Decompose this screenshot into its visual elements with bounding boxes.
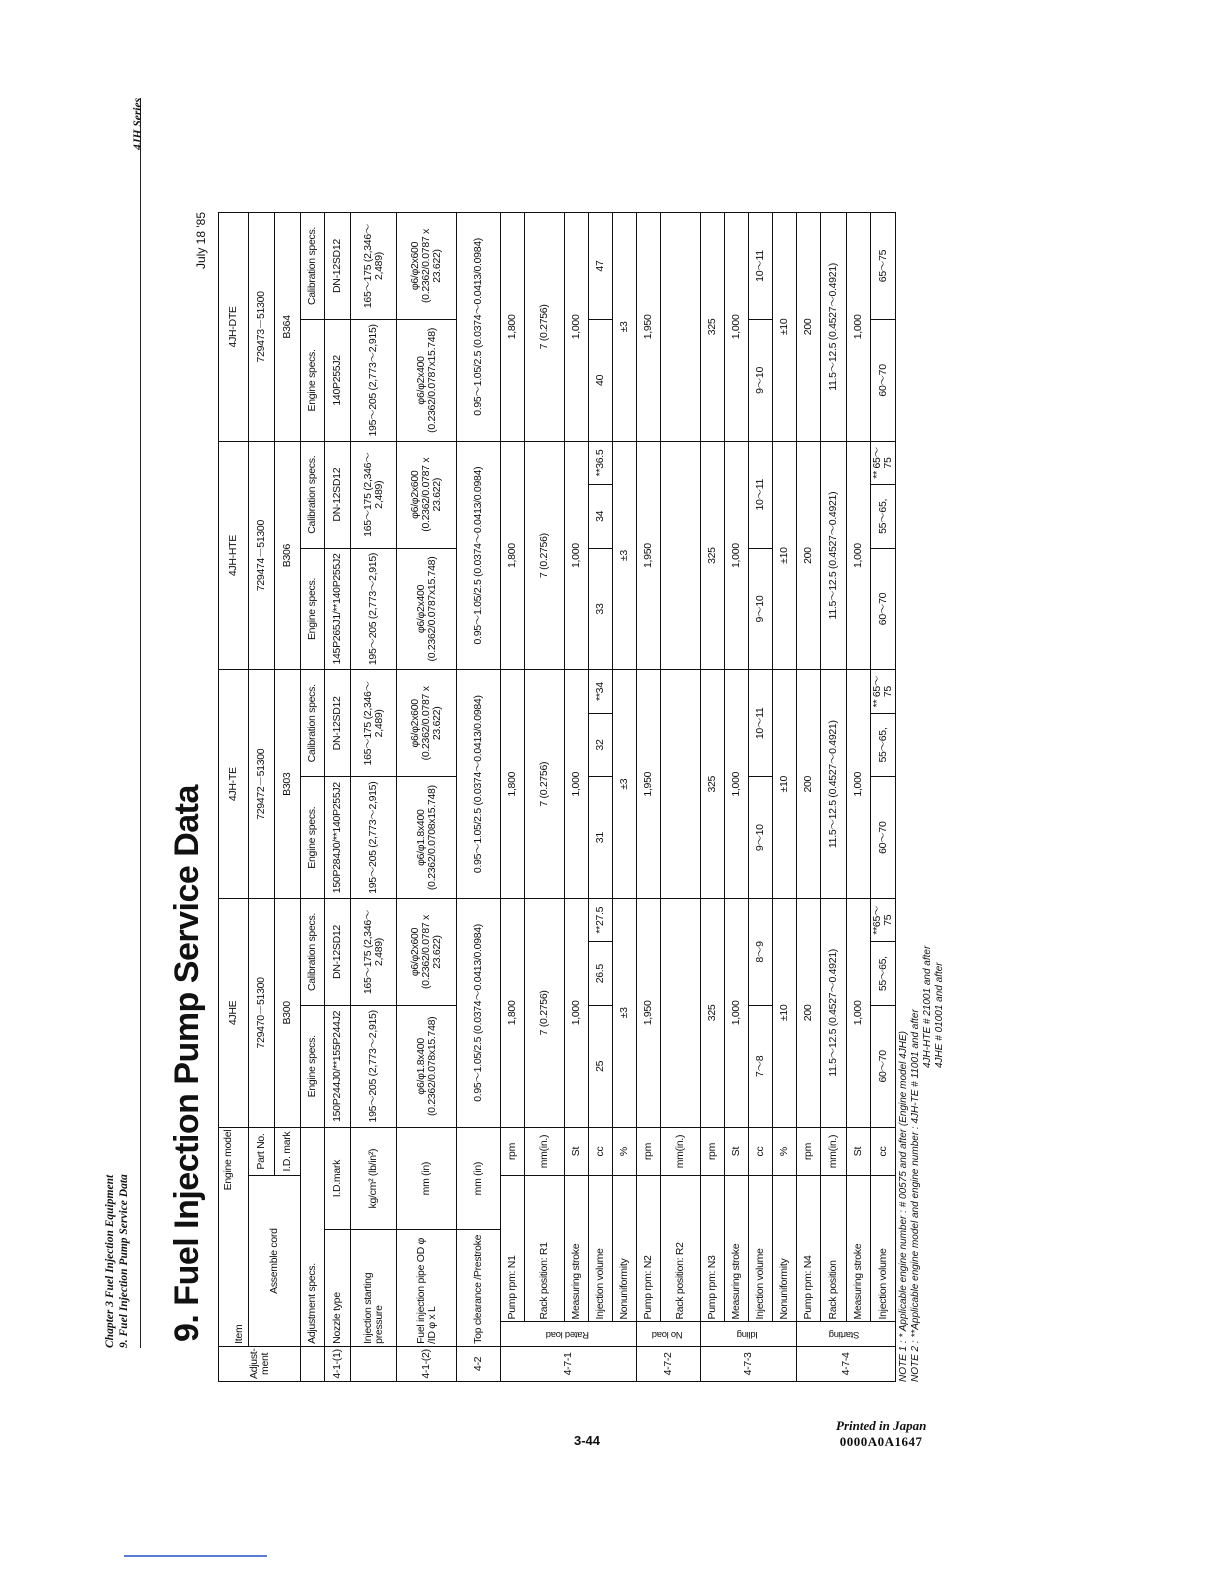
row-item: Injection volume — [749, 1176, 773, 1322]
engine-specs-label: Engine specs. — [301, 1005, 325, 1127]
cell-value: 1,000 — [847, 441, 871, 670]
adj-code: 4-7-2 — [637, 1346, 701, 1381]
row-item: Measuring stroke — [725, 1176, 749, 1322]
cell-value: 195～205 (2,773～2,915) — [351, 320, 397, 442]
row-unit: rpm — [637, 1127, 661, 1176]
group-rated-load — [501, 1322, 637, 1346]
cell-value: 1,000 — [565, 670, 589, 899]
row-unit: mm (in) — [397, 1127, 457, 1230]
cell-value: 11.5～12.5 (0.4527～0.4921) — [821, 670, 847, 899]
engine-model-label: Engine model — [221, 1129, 234, 1191]
cell-value: 1,000 — [725, 670, 749, 899]
cell-value: ** 65～75 — [871, 441, 896, 484]
id-mark-4jh-hte: B306 — [275, 441, 301, 670]
group-label: Starting — [829, 1328, 860, 1340]
page-title: 9. Fuel Injection Pump Service Data — [168, 785, 206, 1342]
rotated-page-content — [168, 212, 958, 1382]
cell-value: φ6/φ1.8x400 (0.2362/0.0708x15.748) — [397, 777, 457, 899]
cell-value: 7 (0.2756) — [525, 441, 565, 670]
document-code: 0000A0A1647 — [839, 1434, 923, 1449]
cell-value: DN-12SD12 — [325, 899, 351, 1006]
engine-specs-label: Engine specs. — [301, 320, 325, 442]
cell-value: 1,000 — [847, 899, 871, 1128]
row-unit: % — [773, 1127, 797, 1176]
cell-value: 145P265J1/**140P255J2 — [325, 548, 351, 670]
row-unit: I.D.mark — [325, 1127, 351, 1230]
cell-value: ±10 — [773, 670, 797, 899]
notes — [898, 946, 946, 1382]
cell-value: φ6/φ2x600 (0.2362/0.0787 x 23.622) — [397, 899, 457, 1006]
cell-value: **27.5 — [589, 899, 613, 942]
cell-value: 1,800 — [501, 899, 525, 1128]
note-2-line-3: 4JHE # 01001 and after — [934, 962, 945, 1068]
section-title: 9. Fuel Injection Pump Service Data — [118, 1174, 130, 1348]
cell-value: 165～175 (2,346～2,489) — [351, 899, 397, 1006]
cell-value: 140P255J2 — [325, 320, 351, 442]
cell-value: 9～10 — [749, 548, 773, 670]
cell-value: 31 — [589, 777, 613, 899]
row-unit: cc — [589, 1127, 613, 1176]
row-item: Pump rpm: N4 — [797, 1176, 821, 1322]
cell-value: 1,950 — [637, 899, 661, 1128]
cell-value: 0.95～1.05/2.5 (0.0374～0.0413/0.0984) — [457, 899, 501, 1128]
adj-code: 4-7-1 — [501, 1346, 637, 1381]
cell-value: 33 — [589, 548, 613, 670]
cell-value: ±10 — [773, 899, 797, 1128]
cell-value: 1,000 — [847, 670, 871, 899]
adj-code: 4-1-(2) — [397, 1346, 457, 1381]
cell-value: 25 — [589, 1005, 613, 1127]
cell-value: 60～70 — [871, 777, 896, 899]
cell-value: ±3 — [613, 441, 637, 670]
cell-value: DN-12SD12 — [325, 213, 351, 320]
cell-value: 10～11 — [749, 670, 773, 777]
note-2: NOTE 2 : **Applicable engine model and engine number : 4JH-TE # 11001 and after — [910, 1009, 921, 1382]
group-idling — [701, 1322, 797, 1346]
cell-value: 1,950 — [637, 441, 661, 670]
cell-value: 7 (0.2756) — [525, 213, 565, 442]
row-item: Measuring stroke — [565, 1176, 589, 1322]
note-2-line-2: 4JH-HTE # 21001 and after — [922, 945, 933, 1068]
cell-value: 165～175 (2,346～2,489) — [351, 670, 397, 777]
cell-value: 200 — [797, 670, 821, 899]
adj-code: 4-7-4 — [797, 1346, 896, 1381]
chapter-header — [103, 1128, 137, 1348]
page-number: 3-44 — [574, 1433, 601, 1448]
series-label: 4JH Series — [132, 97, 144, 150]
cell-value: **65～75 — [871, 899, 896, 942]
model-4jhe: 4JHE — [219, 899, 249, 1128]
engine-model-header — [219, 1127, 249, 1346]
printed-in: Printed in Japan — [836, 1418, 927, 1433]
cell-value: 0.95～1.05/2.5 (0.0374～0.0413/0.0984) — [457, 213, 501, 442]
part-no-4jhe: 729470－51300 — [249, 899, 275, 1128]
model-4jh-te: 4JH-TE — [219, 670, 249, 899]
cell-value: 1,000 — [847, 213, 871, 442]
row-item: Nonuniformity — [613, 1176, 637, 1322]
cell-value: 65～75 — [871, 213, 896, 320]
cell-value: ±3 — [613, 670, 637, 899]
row-unit: cc — [871, 1127, 896, 1176]
cell-value: φ6/φ2x400 (0.2362/0.0787x15.748) — [397, 320, 457, 442]
cell-value: 1,000 — [565, 899, 589, 1128]
calibration-specs-label: Calibration specs. — [301, 899, 325, 1006]
cell-value: φ6/φ2x600 (0.2362/0.0787 x 23.622) — [397, 441, 457, 548]
cell-value: 40 — [589, 320, 613, 442]
cell-value: 11.5～12.5 (0.4527～0.4921) — [821, 213, 847, 442]
cell-value: 11.5～12.5 (0.4527～0.4921) — [821, 899, 847, 1128]
cell-value: 60～70 — [871, 1005, 896, 1127]
cell-value: 7～8 — [749, 1005, 773, 1127]
cell-value: ** 65～75 — [871, 670, 896, 713]
note-1: NOTE 1 : * Applicable engine number : # 00575 and after (Engine model 4JHE) — [898, 1031, 909, 1382]
group-starting — [797, 1322, 896, 1346]
group-label: Idling — [736, 1328, 758, 1340]
cell-value: 1,000 — [725, 213, 749, 442]
cell-value: **34 — [589, 670, 613, 713]
row-unit: mm(in.) — [821, 1127, 847, 1176]
cell-value: 150P244J0/**155P244J2 — [325, 1005, 351, 1127]
row-item: Pump rpm: N1 — [501, 1176, 525, 1322]
row-unit: % — [613, 1127, 637, 1176]
cell-value: 8～9 — [749, 899, 773, 1006]
cell-value: φ6/φ1.8x400 (0.2362/0.078x15.748) — [397, 1005, 457, 1127]
row-item: Measuring stroke — [847, 1176, 871, 1322]
row-item: Top clearance /Prestroke — [457, 1230, 501, 1346]
cell-value: 10～11 — [749, 441, 773, 548]
cell-value: φ6/φ2x400 (0.2362/0.0787x15.748) — [397, 548, 457, 670]
part-no-4jh-hte: 729474－51300 — [249, 441, 275, 670]
row-item: Pump rpm: N3 — [701, 1176, 725, 1322]
cell-value: 11.5～12.5 (0.4527～0.4921) — [821, 441, 847, 670]
cell-value: 1,000 — [725, 441, 749, 670]
cell-value: 1,950 — [637, 213, 661, 442]
row-unit: rpm — [797, 1127, 821, 1176]
adj-code: 4-7-3 — [701, 1346, 797, 1381]
cell-value: 325 — [701, 670, 725, 899]
cell-value: 325 — [701, 899, 725, 1128]
row-item: Injection starting pressure — [351, 1230, 397, 1346]
cell-value: 9～10 — [749, 320, 773, 442]
cell-value: 200 — [797, 899, 821, 1128]
row-item: Nozzle type — [325, 1230, 351, 1346]
revision-date: July 18 '85 — [194, 212, 208, 269]
group-label: No load — [651, 1328, 683, 1340]
row-unit: cc — [749, 1127, 773, 1176]
header-rule — [140, 98, 141, 1348]
calibration-specs-label: Calibration specs. — [301, 670, 325, 777]
row-unit: kg/cm² (lb/in²) — [351, 1127, 397, 1230]
assemble-cord-label: Assemble cord — [249, 1176, 301, 1346]
group-label: Rated load — [545, 1328, 589, 1340]
row-unit: St — [725, 1127, 749, 1176]
service-data-table — [218, 212, 896, 1382]
cell-value: 34 — [589, 485, 613, 549]
cell-value: 195～205 (2,773～2,915) — [351, 1005, 397, 1127]
cell-value: ±10 — [773, 441, 797, 670]
row-item: Rack position — [821, 1176, 847, 1322]
chapter-title: Chapter 3 Fuel Injection Equipment — [104, 1174, 116, 1348]
cell-value: 9～10 — [749, 777, 773, 899]
cell-value: 32 — [589, 713, 613, 777]
item-label: Item — [232, 1324, 245, 1344]
row-unit: mm(in.) — [525, 1127, 565, 1176]
engine-specs-label: Engine specs. — [301, 777, 325, 899]
id-mark-4jhe: B300 — [275, 899, 301, 1128]
cell-value: 60～70 — [871, 548, 896, 670]
calibration-specs-label: Calibration specs. — [301, 213, 325, 320]
row-item: Injection volume — [589, 1176, 613, 1322]
row-item: Rack position: R1 — [525, 1176, 565, 1322]
row-item: Nonuniformity — [773, 1176, 797, 1322]
calibration-specs-label: Calibration specs. — [301, 441, 325, 548]
row-unit: St — [847, 1127, 871, 1176]
row-unit: mm(in.) — [661, 1127, 701, 1176]
cell-value: 195～205 (2,773～2,915) — [351, 548, 397, 670]
cell-value: **36.5 — [589, 441, 613, 484]
adj-code: 4-1-(1) — [325, 1346, 351, 1381]
model-4jh-hte: 4JH-HTE — [219, 441, 249, 670]
row-unit: rpm — [501, 1127, 525, 1176]
cell-value: ±10 — [773, 213, 797, 442]
print-info — [836, 1418, 926, 1450]
adjust-header: Adjust-ment — [219, 1346, 301, 1381]
part-no-label: Part No. — [249, 1127, 275, 1176]
row-item: Rack position: R2 — [661, 1176, 701, 1322]
cell-value: φ6/φ2x600 (0.2362/0.0787 x 23.622) — [397, 213, 457, 320]
cell-value: 0.95～1.05/2.5 (0.0374～0.0413/0.0984) — [457, 441, 501, 670]
engine-specs-label: Engine specs. — [301, 548, 325, 670]
adjustment-specs-label: Adjustment specs. — [301, 1127, 325, 1346]
cell-value: 47 — [589, 213, 613, 320]
cell-value: 1,800 — [501, 670, 525, 899]
id-mark-4jh-dte: B364 — [275, 213, 301, 442]
cell-value: 60～70 — [871, 320, 896, 442]
cell-value: 0.95～1.05/2.5 (0.0374～0.0413/0.0984) — [457, 670, 501, 899]
id-mark-4jh-te: B303 — [275, 670, 301, 899]
cell-value: 165～175 (2,346～2,489) — [351, 213, 397, 320]
cell-value: 1,800 — [501, 213, 525, 442]
row-unit: rpm — [701, 1127, 725, 1176]
cell-value: 1,000 — [725, 899, 749, 1128]
cell-value: φ6/φ2x600 (0.2362/0.0787 x 23.622) — [397, 670, 457, 777]
cell-value: 200 — [797, 441, 821, 670]
row-item: Injection volume — [871, 1176, 896, 1322]
cell-value: 7 (0.2756) — [525, 899, 565, 1128]
cell-value: 195～205 (2,773～2,915) — [351, 777, 397, 899]
group-no-load — [637, 1322, 701, 1346]
cell-value: 200 — [797, 213, 821, 442]
footnote-rule — [124, 1555, 267, 1557]
id-mark-label: I.D. mark — [275, 1127, 301, 1176]
part-no-4jh-dte: 729473－51300 — [249, 213, 275, 442]
part-no-4jh-te: 729472－51300 — [249, 670, 275, 899]
cell-value: 55～65, — [871, 713, 896, 777]
row-unit: mm (in) — [457, 1127, 501, 1230]
adj-code: 4-2 — [457, 1346, 501, 1381]
row-item: Pump rpm: N2 — [637, 1176, 661, 1322]
cell-value: 55～65, — [871, 485, 896, 549]
cell-value: DN-12SD12 — [325, 670, 351, 777]
cell-value: 1,000 — [565, 441, 589, 670]
cell-value: 325 — [701, 441, 725, 670]
cell-value: ±3 — [613, 213, 637, 442]
cell-value: 1,000 — [565, 213, 589, 442]
cell-value: 7 (0.2756) — [525, 670, 565, 899]
cell-value: 1,800 — [501, 441, 525, 670]
cell-value: 165～175 (2,346～2,489) — [351, 441, 397, 548]
cell-value: 10～11 — [749, 213, 773, 320]
cell-value: DN-12SD12 — [325, 441, 351, 548]
cell-value: 150P284J0/**140P255J2 — [325, 777, 351, 899]
row-item: Fuel injection pipe OD φ /ID φ x L — [397, 1230, 457, 1346]
cell-value: 1,950 — [637, 670, 661, 899]
row-unit: St — [565, 1127, 589, 1176]
cell-value: 325 — [701, 213, 725, 442]
cell-value: ±3 — [613, 899, 637, 1128]
model-4jh-dte: 4JH-DTE — [219, 213, 249, 442]
cell-value: 55～65, — [871, 942, 896, 1006]
cell-value: 26.5 — [589, 942, 613, 1006]
